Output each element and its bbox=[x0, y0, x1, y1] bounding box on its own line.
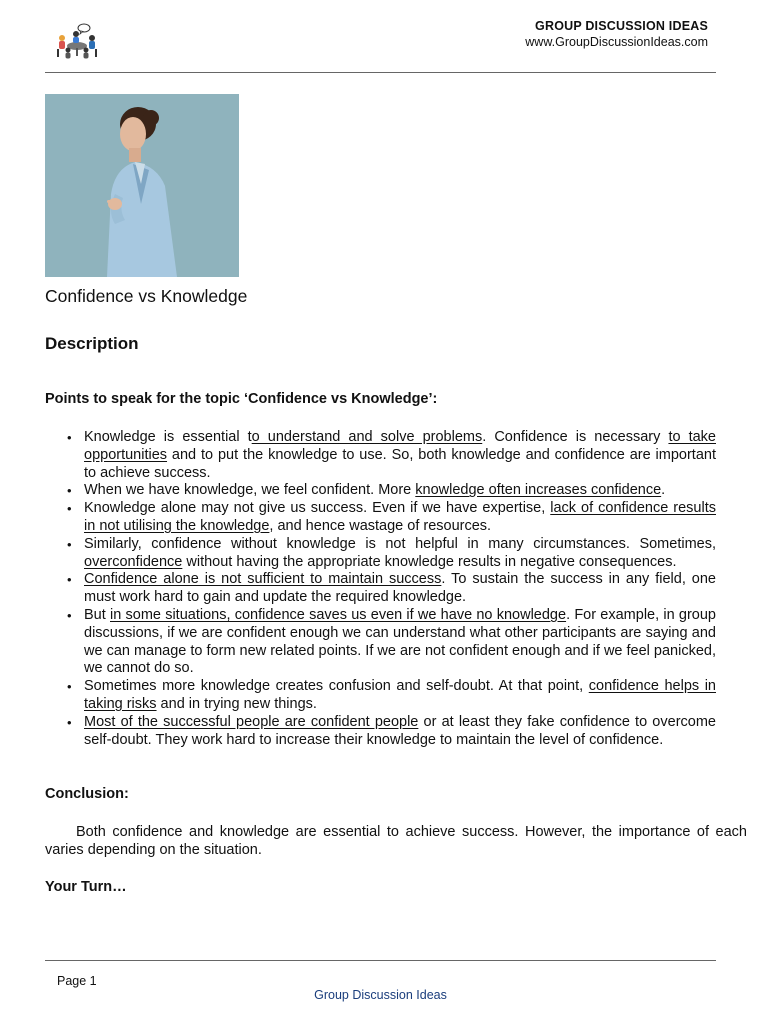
point-item bbox=[84, 536, 716, 572]
points-list bbox=[45, 429, 716, 749]
point-text: Knowledge is essential t bbox=[84, 429, 252, 445]
conclusion-text: Both confidence and knowledge are essential to achieve success. However, the importance of each varies depending on the situation. bbox=[45, 824, 747, 858]
point-underlined-phrase: lack of confidence results in not utilising the knowledge bbox=[84, 500, 716, 534]
point-text: Knowledge alone may not give us success. Even if we have expertise, bbox=[84, 500, 551, 517]
point-underlined-phrase: in some situations, confidence saves us even if we have no knowledge bbox=[110, 606, 567, 623]
point-text: Similarly, confidence without knowledge is not helpful in many circumstances. Sometimes, bbox=[84, 535, 716, 552]
article-title: Confidence vs Knowledge bbox=[45, 286, 248, 306]
point-text: When we have knowledge, we feel confident. More bbox=[84, 482, 416, 499]
point-underlined-phrase: confidence helps in taking risks bbox=[84, 678, 716, 712]
point-item bbox=[84, 714, 716, 750]
points-heading: Points to speak for the topic ‘Confidence vs Knowledge’: bbox=[45, 391, 438, 407]
point-text: . bbox=[661, 482, 666, 499]
point-item bbox=[84, 500, 716, 536]
hero-image bbox=[45, 94, 239, 277]
point-text: But bbox=[84, 606, 110, 623]
point-underlined-phrase: o understand and solve problems bbox=[251, 429, 483, 445]
page-number: Page 1 bbox=[57, 974, 97, 988]
point-text: , and hence wastage of resources. bbox=[269, 517, 492, 534]
point-text: Sometimes more knowledge creates confusion and self-doubt. At that point, bbox=[84, 678, 589, 695]
point-text: or at least they fake confidence to overcome self-doubt. They work hard to increase their knowledge to maintain the level of confidence. bbox=[84, 713, 716, 748]
point-text: . Confidence is necessary bbox=[482, 429, 669, 445]
point-underlined-phrase: knowledge often increases confidence bbox=[415, 482, 662, 499]
point-item bbox=[84, 571, 716, 607]
point-item bbox=[84, 482, 716, 500]
point-text: without having the appropriate knowledge results in negative consequences. bbox=[182, 553, 677, 570]
conclusion-heading: Conclusion: bbox=[45, 786, 129, 802]
your-turn-heading: Your Turn… bbox=[45, 879, 127, 895]
point-item bbox=[84, 607, 716, 678]
header-divider bbox=[45, 72, 716, 73]
point-text: and in trying new things. bbox=[156, 695, 317, 712]
point-underlined-phrase: Most of the successful people are confident people bbox=[84, 713, 419, 730]
description-heading: Description bbox=[45, 334, 139, 353]
site-title: GROUP DISCUSSION IDEAS bbox=[535, 19, 708, 33]
footer-divider bbox=[45, 960, 716, 961]
site-logo[interactable] bbox=[52, 22, 102, 60]
point-item bbox=[84, 678, 716, 714]
point-underlined-phrase: overconfidence bbox=[84, 553, 183, 570]
point-text: and to put the knowledge to use. So, both knowledge and confidence are important to achieve success. bbox=[84, 446, 716, 481]
point-underlined-phrase: Confidence alone is not sufficient to maintain success bbox=[84, 571, 442, 588]
footer-site-link[interactable]: Group Discussion Ideas bbox=[314, 988, 447, 1002]
point-text: . For example, in group discussions, if we are confident enough we can understand what other participants are saying and we can manage to form new related points. If we are not confident enough and if we feel panicked, we cannot do so. bbox=[84, 606, 716, 677]
point-item bbox=[84, 429, 716, 482]
point-underlined-phrase: to take opportunities bbox=[84, 429, 716, 463]
site-url-link[interactable]: www.GroupDiscussionIdeas.com bbox=[525, 35, 708, 49]
point-text: . To sustain the success in any field, one must work hard to gain and update the required knowledge. bbox=[84, 571, 716, 606]
